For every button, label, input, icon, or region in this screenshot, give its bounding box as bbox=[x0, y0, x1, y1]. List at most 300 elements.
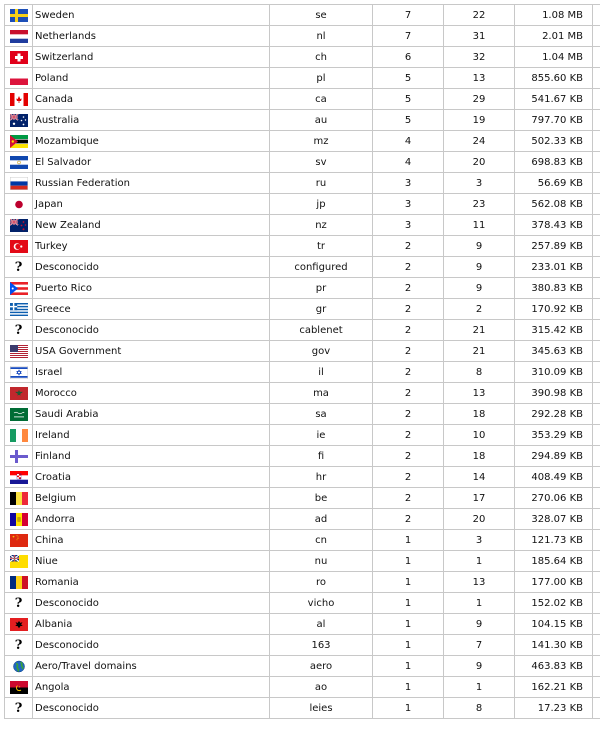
pages-count: 29 bbox=[444, 89, 515, 110]
bandwidth-size: 56.69 KB bbox=[515, 173, 592, 194]
table-row bbox=[5, 152, 600, 173]
table-row bbox=[5, 530, 600, 551]
pages-count: 13 bbox=[444, 68, 515, 89]
table-row bbox=[5, 131, 600, 152]
bandwidth-size: 170.92 KB bbox=[515, 299, 592, 320]
pages-count: 9 bbox=[444, 656, 515, 677]
bar-cell bbox=[592, 446, 600, 467]
bar-cell bbox=[592, 236, 600, 257]
country-name: Angola bbox=[33, 677, 270, 698]
visits-count: 2 bbox=[373, 320, 444, 341]
country-name: Greece bbox=[33, 299, 270, 320]
sa-flag-icon bbox=[10, 408, 28, 421]
bandwidth-size: 270.06 KB bbox=[515, 488, 592, 509]
se-flag-icon bbox=[10, 9, 28, 22]
nl-flag-icon bbox=[10, 30, 28, 43]
bandwidth-size: 310.09 KB bbox=[515, 362, 592, 383]
pages-count: 31 bbox=[444, 26, 515, 47]
country-name: New Zealand bbox=[33, 215, 270, 236]
domain-code: ad bbox=[270, 509, 373, 530]
pages-count: 11 bbox=[444, 215, 515, 236]
ad-flag-icon bbox=[10, 513, 28, 526]
table-row bbox=[5, 362, 600, 383]
flag-cell bbox=[5, 383, 33, 404]
table-row bbox=[5, 47, 600, 68]
flag-cell bbox=[5, 131, 33, 152]
country-name: Canada bbox=[33, 89, 270, 110]
bandwidth-size: 378.43 KB bbox=[515, 215, 592, 236]
country-name: Desconocido bbox=[33, 593, 270, 614]
country-name: Desconocido bbox=[33, 257, 270, 278]
bar-cell bbox=[592, 110, 600, 131]
bar-cell bbox=[592, 299, 600, 320]
bandwidth-size: 294.89 KB bbox=[515, 446, 592, 467]
pages-count: 9 bbox=[444, 278, 515, 299]
bar-cell bbox=[592, 215, 600, 236]
domain-code: il bbox=[270, 362, 373, 383]
ie-flag-icon bbox=[10, 429, 28, 442]
bandwidth-size: 315.42 KB bbox=[515, 320, 592, 341]
flag-cell bbox=[5, 446, 33, 467]
flag-cell bbox=[5, 698, 33, 719]
table-row bbox=[5, 593, 600, 614]
flag-cell bbox=[5, 215, 33, 236]
table-row bbox=[5, 698, 600, 719]
country-name: Morocco bbox=[33, 383, 270, 404]
bandwidth-size: 121.73 KB bbox=[515, 530, 592, 551]
bandwidth-size: 1.04 MB bbox=[515, 47, 592, 68]
fi-flag-icon bbox=[10, 450, 28, 463]
pages-count: 13 bbox=[444, 572, 515, 593]
visits-count: 1 bbox=[373, 614, 444, 635]
jp-flag-icon bbox=[10, 198, 28, 211]
flag-cell bbox=[5, 677, 33, 698]
flag-cell bbox=[5, 551, 33, 572]
flag-cell bbox=[5, 320, 33, 341]
domain-code: ie bbox=[270, 425, 373, 446]
country-name: Andorra bbox=[33, 509, 270, 530]
bar-cell bbox=[592, 656, 600, 677]
country-name: Desconocido bbox=[33, 320, 270, 341]
visits-count: 2 bbox=[373, 299, 444, 320]
country-name: Switzerland bbox=[33, 47, 270, 68]
domain-code: nu bbox=[270, 551, 373, 572]
bandwidth-size: 502.33 KB bbox=[515, 131, 592, 152]
flag-cell bbox=[5, 614, 33, 635]
ch-flag-icon bbox=[10, 51, 28, 64]
flag-cell bbox=[5, 572, 33, 593]
bar-cell bbox=[592, 5, 600, 26]
table-row bbox=[5, 635, 600, 656]
table-row bbox=[5, 488, 600, 509]
bandwidth-size: 233.01 KB bbox=[515, 257, 592, 278]
bar-cell bbox=[592, 698, 600, 719]
country-name: Croatia bbox=[33, 467, 270, 488]
pages-count: 32 bbox=[444, 47, 515, 68]
table-row bbox=[5, 551, 600, 572]
visits-count: 1 bbox=[373, 530, 444, 551]
au-flag-icon bbox=[10, 114, 28, 127]
country-name: Belgium bbox=[33, 488, 270, 509]
bar-cell bbox=[592, 488, 600, 509]
pages-count: 7 bbox=[444, 635, 515, 656]
country-name: Sweden bbox=[33, 5, 270, 26]
bar-cell bbox=[592, 404, 600, 425]
mz-flag-icon bbox=[10, 135, 28, 148]
flag-cell bbox=[5, 5, 33, 26]
flag-cell bbox=[5, 194, 33, 215]
pages-count: 14 bbox=[444, 467, 515, 488]
bar-cell bbox=[592, 152, 600, 173]
flag-cell bbox=[5, 488, 33, 509]
flag-cell bbox=[5, 89, 33, 110]
country-name: Israel bbox=[33, 362, 270, 383]
bandwidth-size: 162.21 KB bbox=[515, 677, 592, 698]
domain-code: configured bbox=[270, 257, 373, 278]
pages-count: 22 bbox=[444, 5, 515, 26]
domain-code: ru bbox=[270, 173, 373, 194]
visits-count: 7 bbox=[373, 26, 444, 47]
bandwidth-size: 353.29 KB bbox=[515, 425, 592, 446]
flag-cell bbox=[5, 467, 33, 488]
pages-count: 2 bbox=[444, 299, 515, 320]
visits-count: 3 bbox=[373, 215, 444, 236]
bar-cell bbox=[592, 509, 600, 530]
domain-code: au bbox=[270, 110, 373, 131]
table-row bbox=[5, 215, 600, 236]
pages-count: 20 bbox=[444, 509, 515, 530]
visits-count: 2 bbox=[373, 341, 444, 362]
visits-count: 2 bbox=[373, 488, 444, 509]
country-name: USA Government bbox=[33, 341, 270, 362]
pages-count: 8 bbox=[444, 698, 515, 719]
flag-cell bbox=[5, 425, 33, 446]
table-row bbox=[5, 320, 600, 341]
be-flag-icon bbox=[10, 492, 28, 505]
domain-code: ch bbox=[270, 47, 373, 68]
table-row bbox=[5, 341, 600, 362]
ma-flag-icon bbox=[10, 387, 28, 400]
table-row bbox=[5, 5, 600, 26]
flag-cell bbox=[5, 404, 33, 425]
country-name: Turkey bbox=[33, 236, 270, 257]
bar-cell bbox=[592, 341, 600, 362]
visits-count: 5 bbox=[373, 68, 444, 89]
bar-cell bbox=[592, 383, 600, 404]
bandwidth-size: 797.70 KB bbox=[515, 110, 592, 131]
bandwidth-size: 541.67 KB bbox=[515, 89, 592, 110]
domain-code: al bbox=[270, 614, 373, 635]
flag-cell bbox=[5, 593, 33, 614]
flag-cell bbox=[5, 68, 33, 89]
bandwidth-size: 855.60 KB bbox=[515, 68, 592, 89]
flag-cell bbox=[5, 656, 33, 677]
us-flag-icon bbox=[10, 345, 28, 358]
domain-code: leies bbox=[270, 698, 373, 719]
country-name: Finland bbox=[33, 446, 270, 467]
flag-cell bbox=[5, 341, 33, 362]
globe-icon bbox=[10, 660, 28, 673]
pages-count: 23 bbox=[444, 194, 515, 215]
country-name: Netherlands bbox=[33, 26, 270, 47]
visits-count: 2 bbox=[373, 467, 444, 488]
domain-code: ma bbox=[270, 383, 373, 404]
visits-count: 3 bbox=[373, 173, 444, 194]
bar-cell bbox=[592, 89, 600, 110]
visits-count: 1 bbox=[373, 551, 444, 572]
pages-count: 18 bbox=[444, 446, 515, 467]
question-mark-icon: ? bbox=[14, 259, 23, 275]
bandwidth-size: 104.15 KB bbox=[515, 614, 592, 635]
bar-cell bbox=[592, 131, 600, 152]
bar-cell bbox=[592, 551, 600, 572]
table-row bbox=[5, 26, 600, 47]
table-row bbox=[5, 404, 600, 425]
domain-code: gr bbox=[270, 299, 373, 320]
domain-code: nz bbox=[270, 215, 373, 236]
bandwidth-size: 698.83 KB bbox=[515, 152, 592, 173]
country-name: Albania bbox=[33, 614, 270, 635]
country-name: Puerto Rico bbox=[33, 278, 270, 299]
visits-count: 7 bbox=[373, 5, 444, 26]
flag-cell bbox=[5, 257, 33, 278]
domain-code: pr bbox=[270, 278, 373, 299]
flag-cell bbox=[5, 47, 33, 68]
visits-count: 1 bbox=[373, 656, 444, 677]
country-name: Japan bbox=[33, 194, 270, 215]
al-flag-icon bbox=[10, 618, 28, 631]
nz-flag-icon bbox=[10, 219, 28, 232]
domain-code: fi bbox=[270, 446, 373, 467]
pages-count: 9 bbox=[444, 614, 515, 635]
visits-count: 2 bbox=[373, 383, 444, 404]
table-row bbox=[5, 194, 600, 215]
bar-cell bbox=[592, 425, 600, 446]
table-row bbox=[5, 425, 600, 446]
table-row bbox=[5, 677, 600, 698]
country-stats-panel bbox=[4, 4, 596, 719]
domain-code: mz bbox=[270, 131, 373, 152]
pages-count: 18 bbox=[444, 404, 515, 425]
pr-flag-icon bbox=[10, 282, 28, 295]
flag-cell bbox=[5, 278, 33, 299]
bandwidth-size: 408.49 KB bbox=[515, 467, 592, 488]
visits-count: 3 bbox=[373, 194, 444, 215]
bar-cell bbox=[592, 362, 600, 383]
visits-count: 2 bbox=[373, 425, 444, 446]
country-name: Desconocido bbox=[33, 635, 270, 656]
table-row bbox=[5, 509, 600, 530]
visits-count: 1 bbox=[373, 572, 444, 593]
question-mark-icon: ? bbox=[14, 637, 23, 653]
pages-count: 24 bbox=[444, 131, 515, 152]
flag-cell bbox=[5, 110, 33, 131]
flag-cell bbox=[5, 299, 33, 320]
domain-code: cablenet bbox=[270, 320, 373, 341]
domain-code: sv bbox=[270, 152, 373, 173]
pages-count: 9 bbox=[444, 236, 515, 257]
ro-flag-icon bbox=[10, 576, 28, 589]
question-mark-icon: ? bbox=[14, 322, 23, 338]
domain-code: aero bbox=[270, 656, 373, 677]
domain-code: be bbox=[270, 488, 373, 509]
pages-count: 17 bbox=[444, 488, 515, 509]
bar-cell bbox=[592, 173, 600, 194]
table-body bbox=[5, 5, 600, 719]
bandwidth-size: 257.89 KB bbox=[515, 236, 592, 257]
visits-count: 5 bbox=[373, 110, 444, 131]
table-row bbox=[5, 257, 600, 278]
country-name: El Salvador bbox=[33, 152, 270, 173]
domain-code: 163 bbox=[270, 635, 373, 656]
domain-code: hr bbox=[270, 467, 373, 488]
bandwidth-size: 292.28 KB bbox=[515, 404, 592, 425]
domain-code: pl bbox=[270, 68, 373, 89]
table-row bbox=[5, 572, 600, 593]
flag-cell bbox=[5, 509, 33, 530]
pages-count: 20 bbox=[444, 152, 515, 173]
table-row bbox=[5, 467, 600, 488]
bar-cell bbox=[592, 320, 600, 341]
country-name: Saudi Arabia bbox=[33, 404, 270, 425]
visits-count: 2 bbox=[373, 236, 444, 257]
tr-flag-icon bbox=[10, 240, 28, 253]
bandwidth-size: 562.08 KB bbox=[515, 194, 592, 215]
visits-count: 6 bbox=[373, 47, 444, 68]
pages-count: 10 bbox=[444, 425, 515, 446]
visits-count: 5 bbox=[373, 89, 444, 110]
visits-count: 1 bbox=[373, 677, 444, 698]
bandwidth-size: 177.00 KB bbox=[515, 572, 592, 593]
table-row bbox=[5, 446, 600, 467]
bar-cell bbox=[592, 467, 600, 488]
bar-cell bbox=[592, 68, 600, 89]
pages-count: 3 bbox=[444, 530, 515, 551]
sv-flag-icon bbox=[10, 156, 28, 169]
table-row bbox=[5, 383, 600, 404]
pages-count: 1 bbox=[444, 677, 515, 698]
visits-count: 1 bbox=[373, 593, 444, 614]
bandwidth-size: 141.30 KB bbox=[515, 635, 592, 656]
table-row bbox=[5, 656, 600, 677]
hr-flag-icon bbox=[10, 471, 28, 484]
visits-count: 1 bbox=[373, 635, 444, 656]
bandwidth-size: 328.07 KB bbox=[515, 509, 592, 530]
visits-count: 1 bbox=[373, 698, 444, 719]
table-row bbox=[5, 110, 600, 131]
domain-code: se bbox=[270, 5, 373, 26]
country-name: Australia bbox=[33, 110, 270, 131]
country-name: Niue bbox=[33, 551, 270, 572]
country-name: Poland bbox=[33, 68, 270, 89]
flag-cell bbox=[5, 26, 33, 47]
bandwidth-size: 1.08 MB bbox=[515, 5, 592, 26]
pages-count: 1 bbox=[444, 593, 515, 614]
visits-count: 2 bbox=[373, 509, 444, 530]
visits-count: 4 bbox=[373, 152, 444, 173]
ca-flag-icon bbox=[10, 93, 28, 106]
table-row bbox=[5, 89, 600, 110]
bandwidth-size: 185.64 KB bbox=[515, 551, 592, 572]
pages-count: 9 bbox=[444, 257, 515, 278]
table-row bbox=[5, 278, 600, 299]
bar-cell bbox=[592, 530, 600, 551]
bar-cell bbox=[592, 47, 600, 68]
visits-count: 2 bbox=[373, 404, 444, 425]
domain-code: vicho bbox=[270, 593, 373, 614]
bandwidth-size: 17.23 KB bbox=[515, 698, 592, 719]
visits-count: 2 bbox=[373, 257, 444, 278]
visits-count: 2 bbox=[373, 362, 444, 383]
country-name: Aero/Travel domains bbox=[33, 656, 270, 677]
cn-flag-icon bbox=[10, 534, 28, 547]
table-row bbox=[5, 236, 600, 257]
bandwidth-size: 380.83 KB bbox=[515, 278, 592, 299]
question-mark-icon: ? bbox=[14, 700, 23, 716]
bandwidth-size: 345.63 KB bbox=[515, 341, 592, 362]
domain-code: nl bbox=[270, 26, 373, 47]
pages-count: 21 bbox=[444, 320, 515, 341]
domain-code: cn bbox=[270, 530, 373, 551]
pages-count: 8 bbox=[444, 362, 515, 383]
bandwidth-size: 390.98 KB bbox=[515, 383, 592, 404]
country-name: Desconocido bbox=[33, 698, 270, 719]
visits-count: 2 bbox=[373, 446, 444, 467]
bar-cell bbox=[592, 194, 600, 215]
bar-cell bbox=[592, 572, 600, 593]
pages-count: 13 bbox=[444, 383, 515, 404]
bar-cell bbox=[592, 614, 600, 635]
bar-cell bbox=[592, 257, 600, 278]
country-name: China bbox=[33, 530, 270, 551]
country-name: Russian Federation bbox=[33, 173, 270, 194]
visits-count: 2 bbox=[373, 278, 444, 299]
il-flag-icon bbox=[10, 366, 28, 379]
domain-code: jp bbox=[270, 194, 373, 215]
bar-cell bbox=[592, 635, 600, 656]
country-stats-table bbox=[4, 4, 600, 719]
visits-count: 4 bbox=[373, 131, 444, 152]
flag-cell bbox=[5, 152, 33, 173]
bandwidth-size: 152.02 KB bbox=[515, 593, 592, 614]
table-row bbox=[5, 173, 600, 194]
flag-cell bbox=[5, 635, 33, 656]
ao-flag-icon bbox=[10, 681, 28, 694]
pages-count: 19 bbox=[444, 110, 515, 131]
domain-code: sa bbox=[270, 404, 373, 425]
country-name: Romania bbox=[33, 572, 270, 593]
flag-cell bbox=[5, 530, 33, 551]
domain-code: gov bbox=[270, 341, 373, 362]
flag-cell bbox=[5, 173, 33, 194]
pages-count: 3 bbox=[444, 173, 515, 194]
domain-code: ao bbox=[270, 677, 373, 698]
table-row bbox=[5, 299, 600, 320]
gr-flag-icon bbox=[10, 303, 28, 316]
country-name: Ireland bbox=[33, 425, 270, 446]
table-row bbox=[5, 614, 600, 635]
domain-code: ro bbox=[270, 572, 373, 593]
bar-cell bbox=[592, 278, 600, 299]
flag-cell bbox=[5, 236, 33, 257]
bar-cell bbox=[592, 26, 600, 47]
ru-flag-icon bbox=[10, 177, 28, 190]
flag-cell bbox=[5, 362, 33, 383]
bar-cell bbox=[592, 593, 600, 614]
pages-count: 1 bbox=[444, 551, 515, 572]
domain-code: ca bbox=[270, 89, 373, 110]
bar-cell bbox=[592, 677, 600, 698]
